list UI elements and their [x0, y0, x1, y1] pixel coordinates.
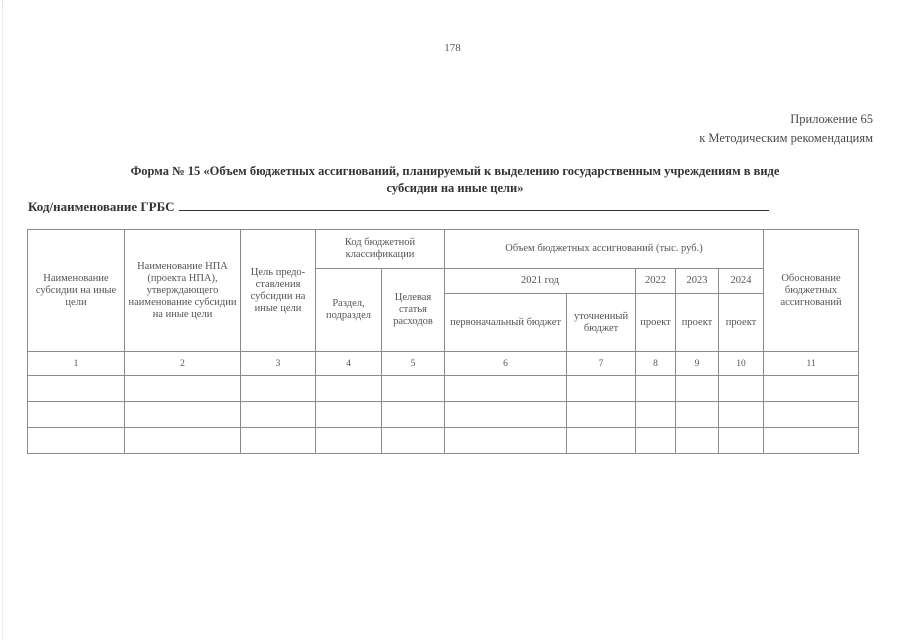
- table-cell: [764, 428, 859, 454]
- table-cell: [636, 376, 676, 402]
- table-cell: [676, 428, 719, 454]
- header-revised-budget: уточненный бюджет: [567, 294, 636, 352]
- table-cell: [445, 376, 567, 402]
- header-volume: Объем бюджетных ассигнований (тыс. руб.): [445, 230, 764, 269]
- table-cell: [241, 402, 316, 428]
- table-cell: [125, 428, 241, 454]
- table-cell: [764, 376, 859, 402]
- column-number: 9: [676, 352, 719, 376]
- header-project-2022: проект: [636, 294, 676, 352]
- header-section: Раздел, подраздел: [316, 269, 382, 352]
- table-cell: [676, 402, 719, 428]
- header-justification: Обоснование бюджетных ассигнований: [764, 230, 859, 352]
- header-project-2023: проект: [676, 294, 719, 352]
- header-year-2021: 2021 год: [445, 269, 636, 294]
- table-cell: [764, 402, 859, 428]
- table-cell: [241, 428, 316, 454]
- table-cell: [28, 402, 125, 428]
- table-cell: [719, 376, 764, 402]
- table-cell: [567, 402, 636, 428]
- header-npa: Наименование НПА (проекта НПА), утверждающего наименование субсидии на иные цели: [125, 230, 241, 352]
- table-row: [28, 376, 859, 402]
- budget-table: [27, 229, 859, 454]
- table-cell: [382, 402, 445, 428]
- header-budget-code: Код бюджетной классификации: [316, 230, 445, 269]
- column-number: 10: [719, 352, 764, 376]
- table-cell: [567, 376, 636, 402]
- column-number: 1: [28, 352, 125, 376]
- table-cell: [125, 402, 241, 428]
- table-cell: [316, 428, 382, 454]
- header-year-2022: 2022: [636, 269, 676, 294]
- form-title-line-1: Форма № 15 «Объем бюджетных ассигнований, планируемый к выделению государственным учреждениям в виде: [130, 164, 780, 178]
- table-cell: [636, 428, 676, 454]
- header-purpose: Цель предо-ставления субсидии на иные цели: [241, 230, 316, 352]
- table-cell: [125, 376, 241, 402]
- table-cell: [382, 376, 445, 402]
- column-number: 4: [316, 352, 382, 376]
- table-cell: [445, 428, 567, 454]
- header-target-article: Целевая статья расходов: [382, 269, 445, 352]
- header-year-2023: 2023: [676, 269, 719, 294]
- table-row: [28, 428, 859, 454]
- form-title-line-2: субсидии на иные цели»: [386, 181, 524, 195]
- table-row: [28, 402, 859, 428]
- table-cell: [28, 376, 125, 402]
- column-number: 3: [241, 352, 316, 376]
- form-title: [40, 163, 870, 197]
- page-number: 178: [444, 42, 461, 54]
- table-cell: [567, 428, 636, 454]
- column-number: 2: [125, 352, 241, 376]
- table-cell: [28, 428, 125, 454]
- table-cell: [719, 428, 764, 454]
- table-cell: [241, 376, 316, 402]
- appendix-note: [699, 110, 873, 148]
- column-number: 6: [445, 352, 567, 376]
- appendix-line-1: Приложение 65: [790, 112, 873, 126]
- grbs-fill-line: [179, 198, 769, 211]
- header-subsidy-name: Наименование субсидии на иные цели: [28, 230, 125, 352]
- column-number: 7: [567, 352, 636, 376]
- column-number-row: [28, 352, 859, 376]
- column-number: 11: [764, 352, 859, 376]
- table-cell: [676, 376, 719, 402]
- column-number: 5: [382, 352, 445, 376]
- table-cell: [316, 402, 382, 428]
- table-cell: [719, 402, 764, 428]
- grbs-label: Код/наименование ГРБС: [28, 199, 175, 214]
- header-project-2024: проект: [719, 294, 764, 352]
- table-cell: [382, 428, 445, 454]
- scan-edge: [2, 0, 4, 640]
- table-cell: [445, 402, 567, 428]
- table-cell: [316, 376, 382, 402]
- appendix-line-2: к Методическим рекомендациям: [699, 131, 873, 145]
- header-year-2024: 2024: [719, 269, 764, 294]
- table-cell: [636, 402, 676, 428]
- header-initial-budget: первоначальный бюджет: [445, 294, 567, 352]
- column-number: 8: [636, 352, 676, 376]
- grbs-field: [28, 198, 769, 215]
